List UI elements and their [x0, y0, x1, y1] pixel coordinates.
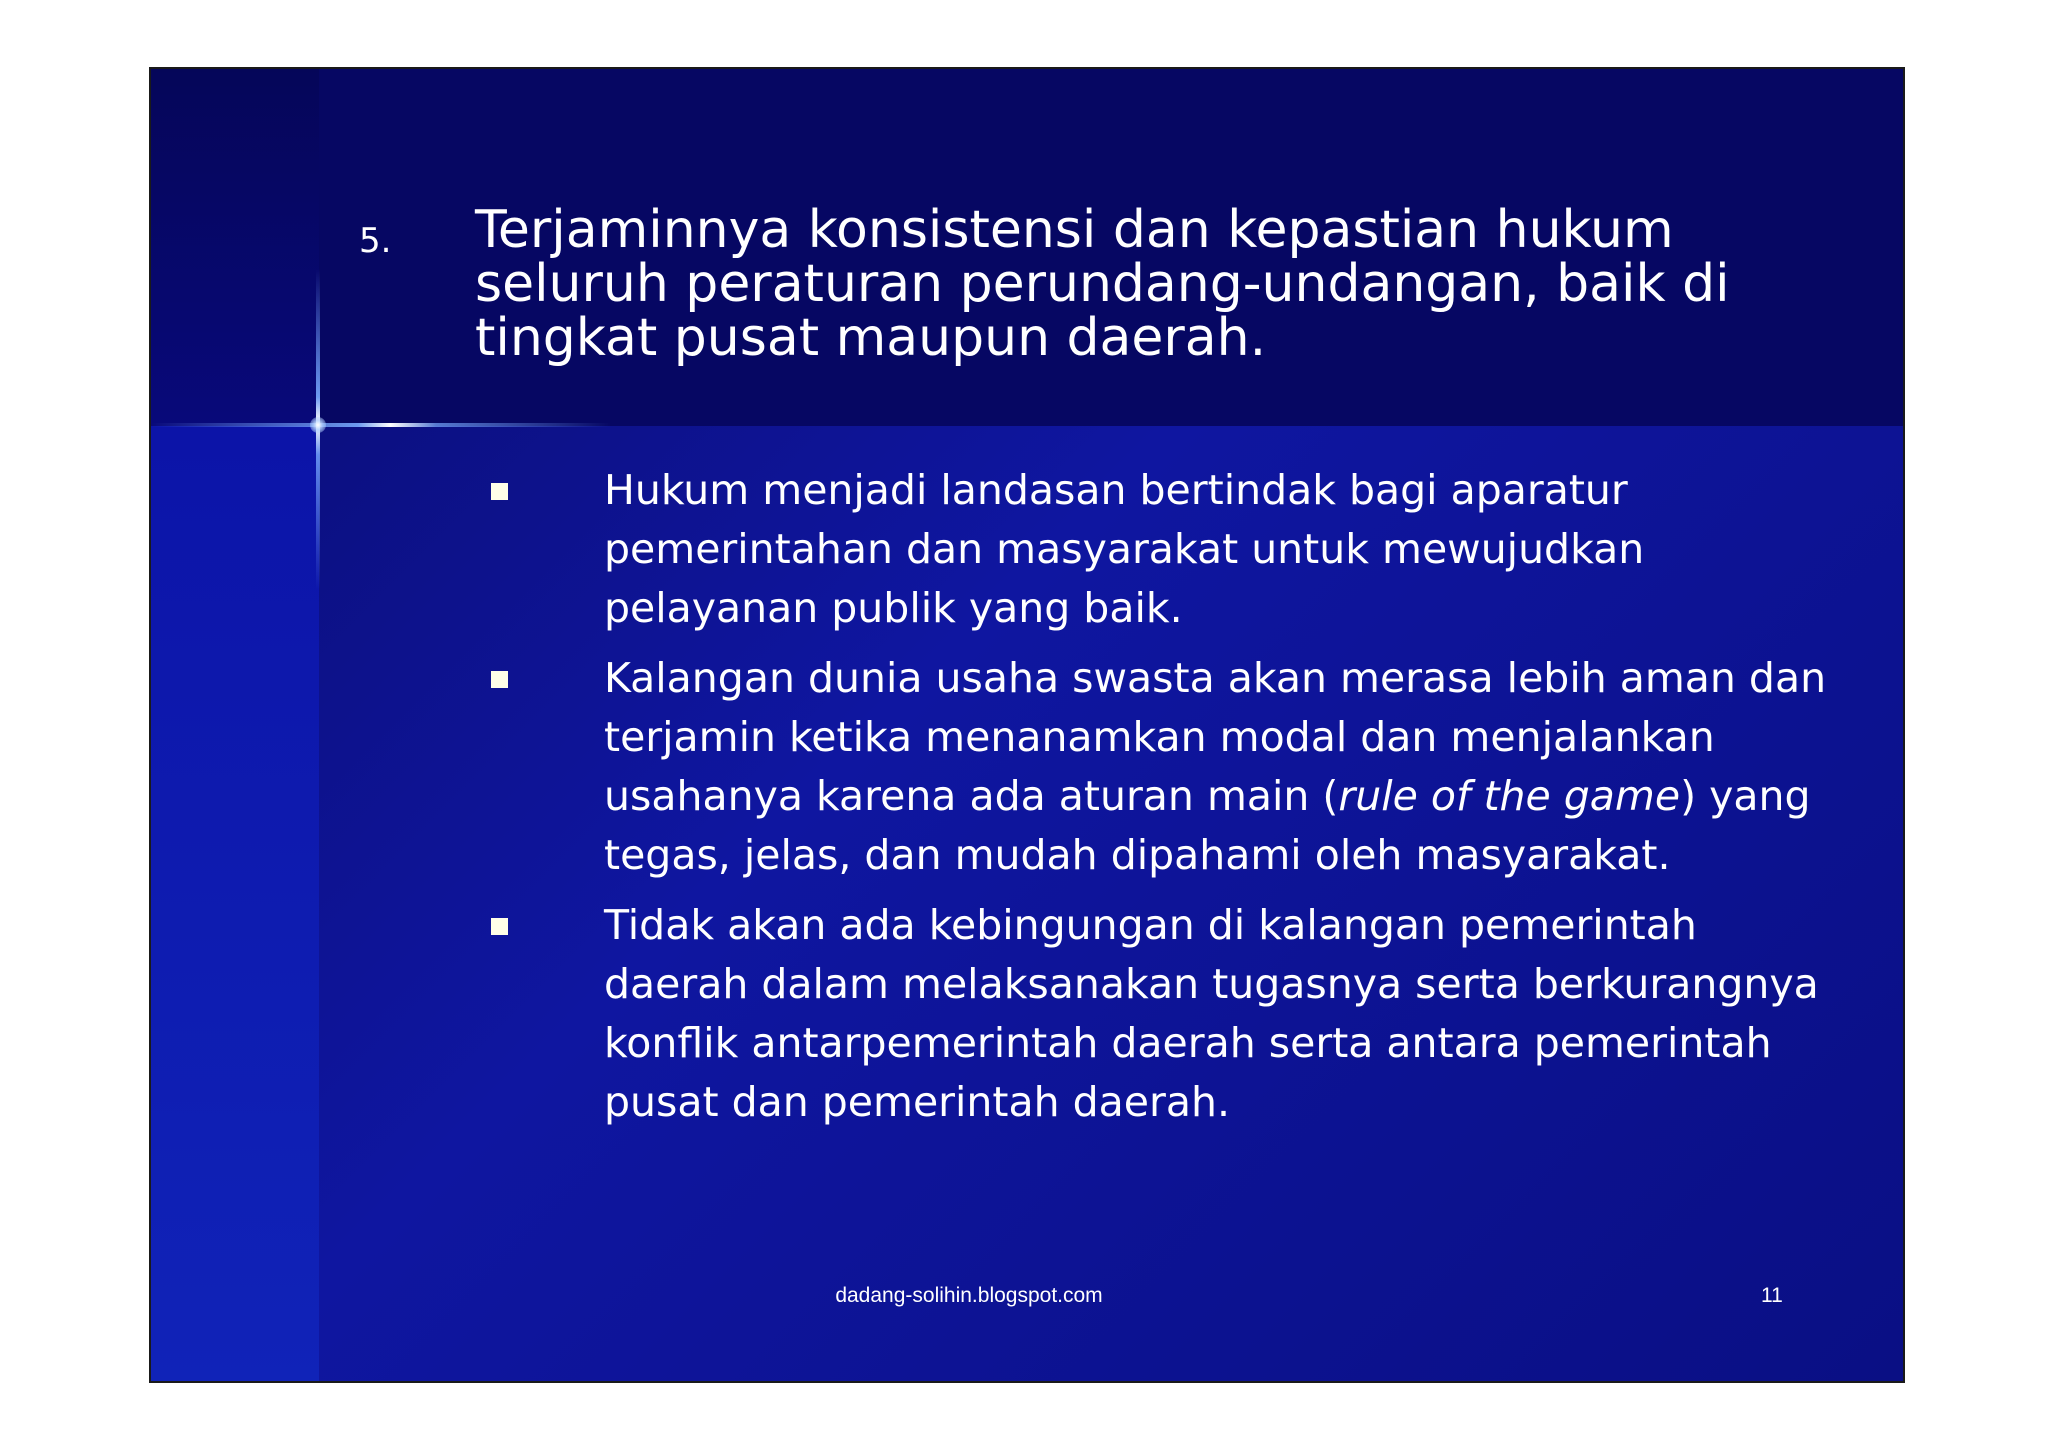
bullet-item	[491, 896, 1831, 1132]
slide-title: Terjaminnya konsistensi dan kepastian hukum seluruh peraturan perundang-undangan, baik di tingkat pusat maupun daerah.	[475, 200, 1730, 368]
square-bullet-icon	[491, 483, 508, 500]
sparkle-horizontal-decoration	[151, 423, 611, 427]
bullet-italic-term: rule of the game	[1338, 772, 1681, 820]
square-bullet-icon	[491, 671, 508, 688]
bullet-item	[491, 461, 1831, 638]
bullet-item	[491, 649, 1831, 885]
left-accent-strip-top	[151, 69, 319, 426]
page-number: 11	[1761, 1284, 1783, 1307]
sparkle-star-icon	[310, 417, 326, 433]
left-accent-strip	[151, 426, 319, 1383]
bullet-text: Kalangan dunia usaha swasta akan merasa lebih aman dan terjamin ketika menanamkan modal dan menjalankan usahanya karena ada aturan main (	[604, 654, 1827, 820]
bullet-text-continued: ) yang tegas, jelas, dan mudah dipahami oleh masyarakat.	[604, 772, 1811, 879]
square-bullet-icon	[491, 918, 508, 935]
item-number: 5.	[359, 221, 392, 261]
bullet-list	[491, 461, 1831, 1143]
slide	[149, 67, 1905, 1383]
bullet-text: Hukum menjadi landasan bertindak bagi aparatur pemerintahan dan masyarakat untuk mewujudkan pelayanan publik yang baik.	[604, 466, 1645, 632]
footer-url: dadang-solihin.blogspot.com	[835, 1284, 1103, 1307]
bullet-text: Tidak akan ada kebingungan di kalangan pemerintah daerah dalam melaksanakan tugasnya serta berkurangnya konflik antarpemerintah daerah serta antara pemerintah pusat dan pemerintah daerah.	[604, 901, 1819, 1126]
